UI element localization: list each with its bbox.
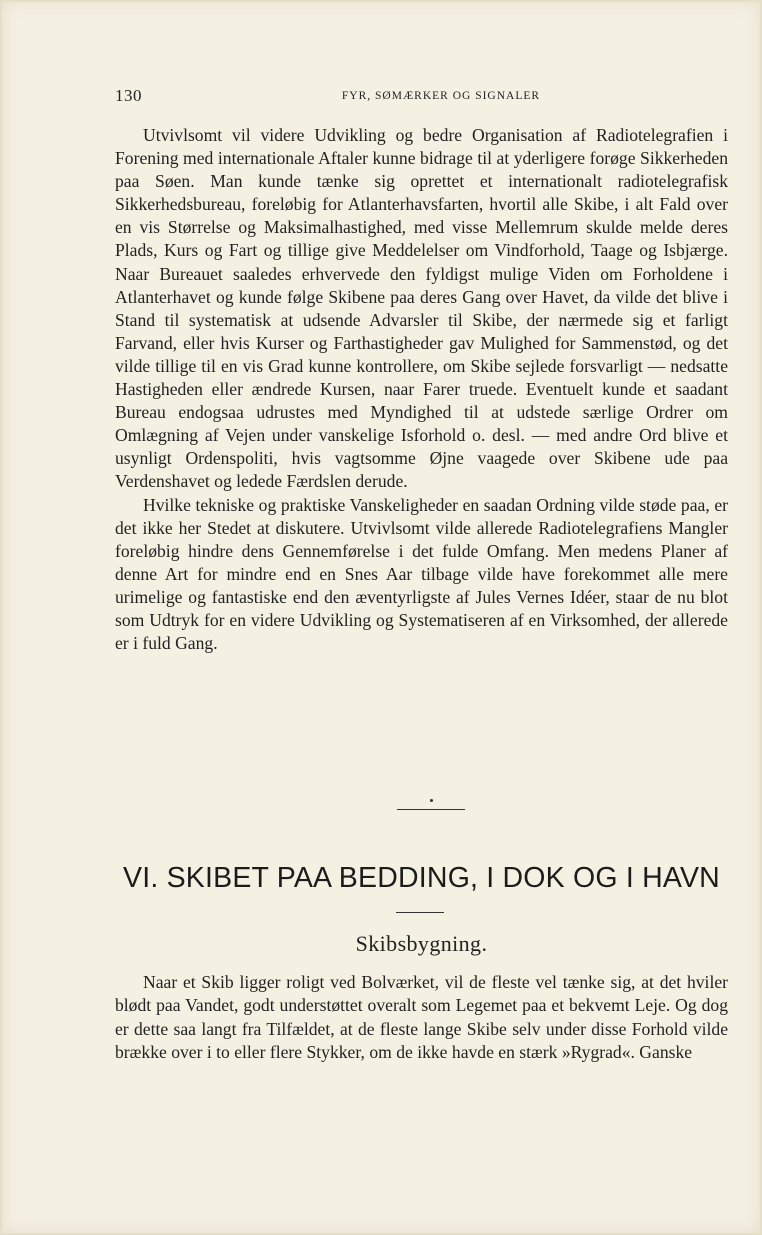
- divider-dot: [430, 799, 433, 802]
- body-text: [115, 124, 728, 655]
- paragraph: Naar et Skib ligger roligt ved Bolværket, vil de fleste vel tænke sig, at det hviler blødt paa Vandet, godt understøttet overalt som Legemet paa et bekvemt Leje. Og dog er dette saa langt fra Tilfældet, at de fleste lange Skibe selv under disse Forhold vilde brække over i to eller flere Stykker, om de ikke havde en stærk »Rygrad«. Ganske: [115, 972, 728, 1062]
- chapter-title: VI. SKIBET PAA BEDDING, I DOK OG I HAVN: [123, 862, 720, 894]
- running-head: FYR, SØMÆRKER OG SIGNALER: [341, 90, 541, 102]
- chapter-body-text: [115, 971, 728, 1064]
- page-header: [115, 86, 727, 108]
- section-title: Skibsbygning.: [355, 931, 488, 956]
- paragraph: Utvivlsomt vil videre Udvikling og bedre Organisation af Radiotelegrafien i Forening med internationale Aftaler kunne bidrage til at yderligere forøge Sikkerheden paa Søen. Man kunde tænke sig oprettet et internationalt radiotelegrafisk Sikkerhedsbureau, foreløbig for Atlanterhavsfarten, hvortil alle Skibe, i alt Fald over en vis Størrelse og Maksimalhastighed, med visse Mellemrum skulde melde deres Plads, Kurs og Fart og tillige give Meddelelser om Vindforhold, Taage og Isbjærge. Naar Bureauet saaledes erhvervede den fyldigst mulige Viden om Forholdene i Atlanterhavet og kunde følge Skibene paa deres Gang over Havet, da vilde det blive i Stand til systematisk at udsende Advarsler til Skibe, der nærmede sig et farligt Farvand, eller hvis Kurser og Farthastigheder gav Mulighed for Sammenstød, og det vilde tillige til en vis Grad kunne kontrollere, om Skibe sejlede forsvarligt — nedsatte Hastigheden eller ændrede Kursen, naar Farer truede. Eventuelt kunde et saadant Bureau endogsaa udrustes med Myndighed til at udstede særlige Ordrer om Omlægning af Vejen under vanskelige Isforhold o. desl. — med andre Ord blive et usynligt Ordenspoliti, hvis vagtsomme Øjne vaagede over Skibene ude paa Verdenshavet og ledede Færdslen derude.: [115, 125, 728, 492]
- paragraph: Hvilke tekniske og praktiske Vanskeligheder en saadan Ordning vilde støde paa, er det ikke her Stedet at diskutere. Utvivlsomt vilde allerede Radiotelegrafiens Mangler foreløbig hindre dens Gennemførelse i det fulde Omfang. Men medens Planer af denne Art for mindre end en Snes Aar tilbage vilde have forekommet alle mere urimelige og fantastiske end den æventyrligste af Jules Vernes Idéer, staar de nu blot som Udtryk for en videre Udvikling og Systematiseren af en Virksomhed, der allerede er i fuld Gang.: [115, 494, 728, 654]
- title-rule: [396, 912, 444, 913]
- section-divider: [397, 809, 465, 810]
- page-number: 130: [115, 86, 142, 105]
